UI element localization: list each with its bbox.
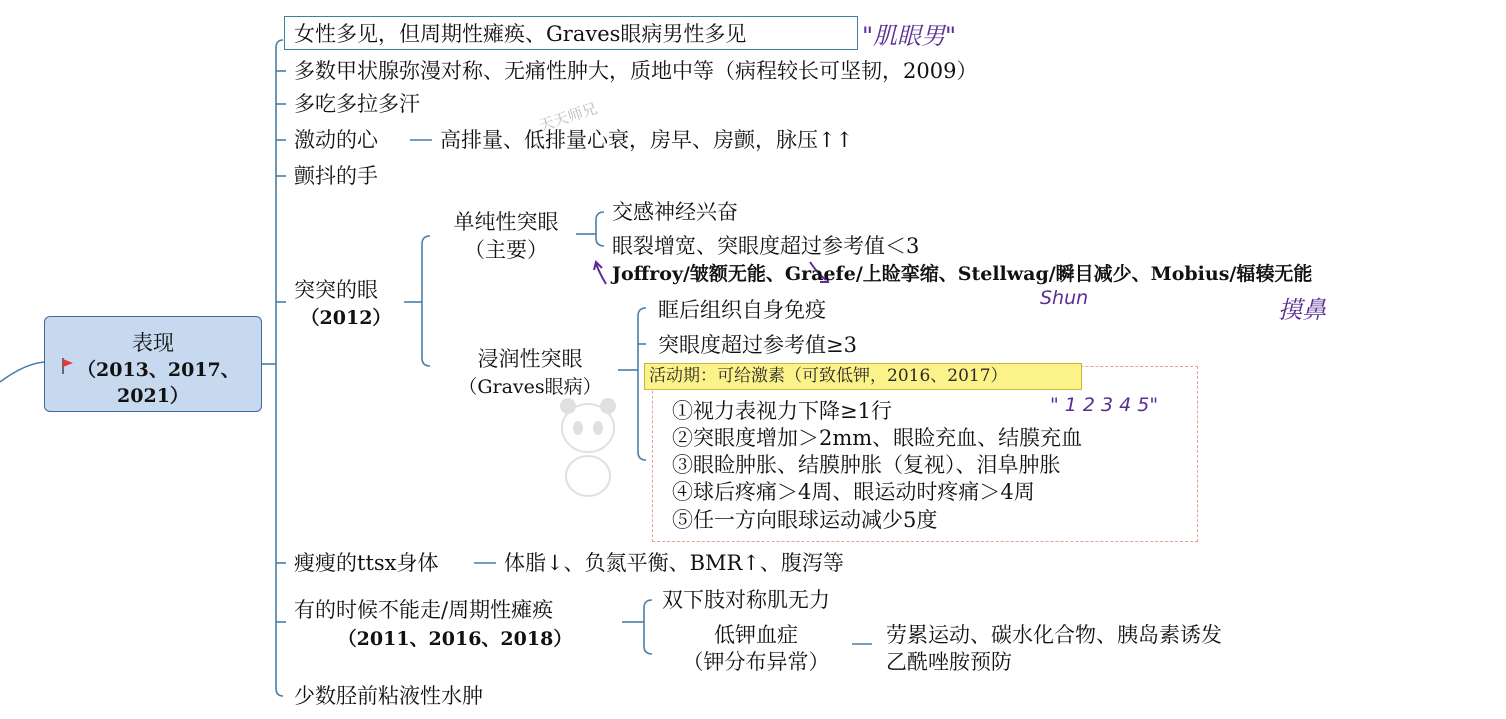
criteria-2: ②突眼度增加＞2mm、眼睑充血、结膜充血: [672, 426, 1083, 450]
infil-eye-title[interactable]: 浸润性突眼: [477, 347, 583, 371]
infil-eye-child-1[interactable]: 眶后组织自身免疫: [658, 298, 826, 322]
criteria-1: ①视力表视力下降≥1行: [672, 399, 892, 423]
item-female[interactable]: 女性多见，但周期性瘫痪、Graves眼病男性多见: [294, 22, 747, 46]
item-paralysis-years: （2011、2016、2018）: [337, 628, 573, 650]
simple-eye-child-2[interactable]: 眼裂增宽、突眼度超过参考值＜3: [612, 234, 920, 258]
item-myxedema[interactable]: 少数胫前粘液性水肿: [294, 684, 483, 708]
item-tremor[interactable]: 颤抖的手: [294, 164, 378, 188]
panda-watermark-icon: [548, 390, 628, 500]
root-years-line1: （2013、2017、: [77, 359, 240, 381]
infil-eye-child-2[interactable]: 突眼度超过参考值≥3: [658, 333, 857, 357]
root-title: 表现: [132, 331, 174, 355]
simple-eye-child-1[interactable]: 交感神经兴奋: [612, 200, 738, 224]
simple-eye-title[interactable]: 单纯性突眼: [453, 210, 559, 234]
handwriting-note-1: "肌眼男": [862, 22, 957, 50]
criteria-3: ③眼睑肿胀、结膜肿胀（复视）、泪阜肿胀: [672, 453, 1061, 477]
root-years-line2: 2021）: [117, 385, 189, 407]
handwriting-note-nose: 摸鼻: [1278, 296, 1326, 324]
item-thyroid[interactable]: 多数甲状腺弥漫对称、无痛性肿大，质地中等（病程较长可坚韧，2009）: [294, 59, 978, 83]
handwriting-note-shun: Shun: [1040, 287, 1089, 309]
hypokalemia-trigger[interactable]: 劳累运动、碳水化合物、胰岛素诱发: [886, 623, 1222, 647]
main-trunk: [276, 40, 283, 696]
root-node[interactable]: [44, 316, 262, 412]
thin-detail[interactable]: 体脂↓、负氮平衡、BMR↑、腹泻等: [504, 551, 844, 575]
flag-icon: [61, 357, 75, 375]
criteria-5: ⑤任一方向眼球运动减少5度: [672, 508, 938, 532]
item-thin[interactable]: 瘦瘦的ttsx身体: [294, 551, 439, 575]
simple-eye-signs[interactable]: Joffroy/皱额无能、Graefe/上睑挛缩、Stellwag/瞬目减少、Mobius/辐辏无能: [612, 263, 1313, 285]
watermark-text: 天天师兄: [536, 99, 600, 135]
incoming-connector: [0, 362, 44, 382]
item-heart[interactable]: 激动的心: [294, 128, 378, 152]
item-eat[interactable]: 多吃多拉多汗: [294, 92, 420, 116]
hypokalemia-title[interactable]: 低钾血症: [714, 623, 798, 647]
item-eye-year: （2012）: [300, 307, 392, 329]
criteria-4: ④球后疼痛＞4周、眼运动时疼痛＞4周: [672, 480, 1035, 504]
paralysis-child-1[interactable]: 双下肢对称肌无力: [662, 588, 830, 612]
active-phase-label[interactable]: 活动期：可给激素（可致低钾，2016、2017）: [649, 366, 1008, 386]
hypokalemia-prevention[interactable]: 乙酰唑胺预防: [886, 650, 1012, 674]
handwriting-note-numbers: " 1 2 3 4 5": [1050, 394, 1159, 416]
simple-eye-sub: （主要）: [464, 238, 548, 262]
hypokalemia-sub: （钾分布异常）: [682, 650, 830, 674]
heart-detail[interactable]: 高排量、低排量心衰，房早、房颤，脉压↑↑: [440, 128, 854, 152]
item-eye[interactable]: 突突的眼: [294, 278, 378, 302]
item-paralysis[interactable]: 有的时候不能走/周期性瘫痪: [294, 598, 554, 622]
infil-eye-sub: （Graves眼病）: [458, 376, 602, 398]
